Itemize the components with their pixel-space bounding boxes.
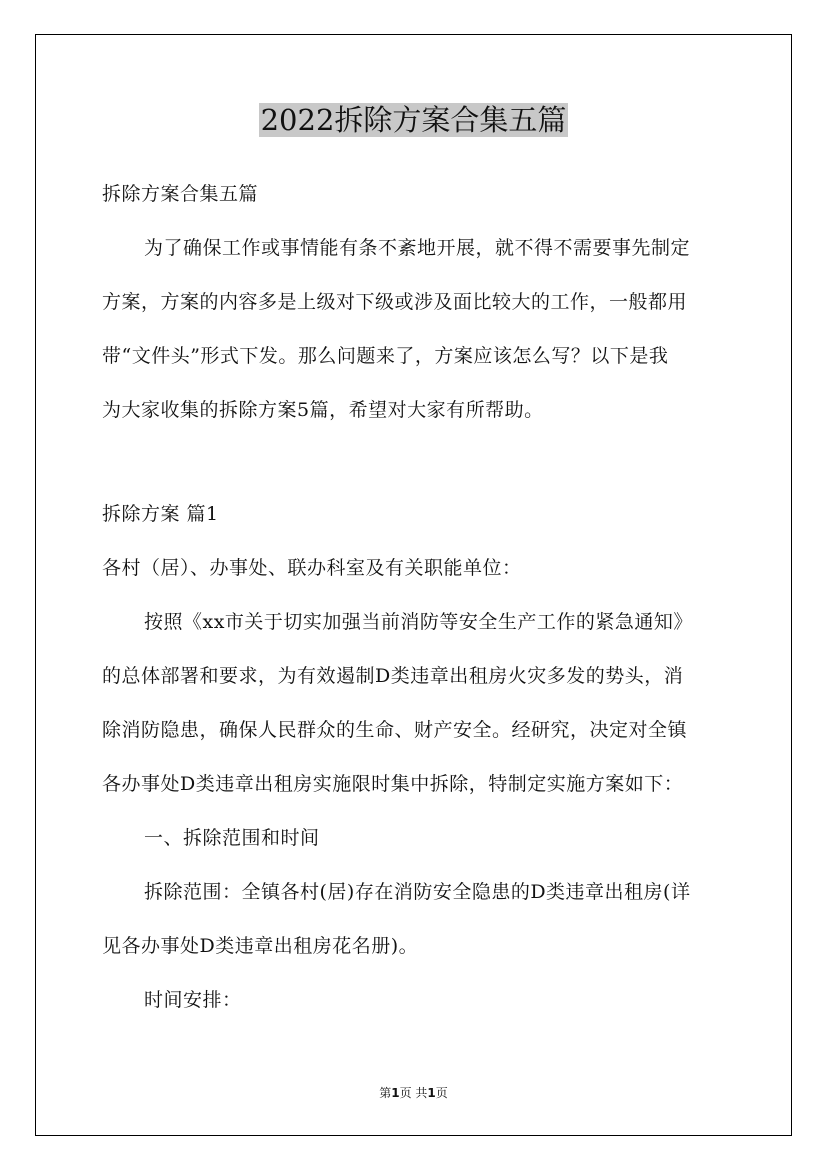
footer-page-number: 1 — [391, 1086, 400, 1100]
scope-line-1: 拆除范围：全镇各村(居)存在消防安全隐患的D类违章出租房(详 — [144, 881, 691, 903]
body-line-4: 各办事处D类违章出租房实施限时集中拆除，特制定实施方案如下： — [102, 773, 684, 795]
document-title: 2022拆除方案合集五篇 — [260, 103, 567, 137]
intro-line-1: 为了确保工作或事情能有条不紊地开展，就不得不需要事先制定 — [144, 237, 691, 259]
body-line-1: 按照《xx市关于切实加强当前消防等安全生产工作的紧急通知》 — [144, 611, 693, 633]
body-line-3: 除消防隐患，确保人民群众的生命、财产安全。经研究，决定对全镇 — [102, 719, 688, 741]
body-line-2: 的总体部署和要求，为有效遏制D类违章出租房火灾多发的势头，消 — [102, 665, 684, 687]
footer-prefix: 第 — [379, 1086, 392, 1100]
intro-line-2: 方案，方案的内容多是上级对下级或涉及面比较大的工作，一般都用 — [102, 291, 688, 313]
salutation-line: 各村（居）、办事处、联办科室及有关职能单位： — [102, 557, 522, 579]
document-title-wrap — [0, 100, 827, 140]
schedule-line: 时间安排： — [144, 989, 242, 1011]
document-body — [102, 174, 728, 1034]
paragraph-gap — [102, 444, 728, 494]
section-heading: 拆除方案 篇1 — [102, 503, 219, 525]
intro-line-4: 为大家收集的拆除方案5篇，希望对大家有所帮助。 — [102, 399, 544, 421]
subtitle-line: 拆除方案合集五篇 — [102, 183, 259, 205]
footer-suffix: 页 — [435, 1086, 448, 1100]
intro-line-3: 带“文件头”形式下发。那么问题来了，方案应该怎么写？以下是我 — [102, 345, 669, 367]
footer-page-total: 1 — [427, 1086, 436, 1100]
footer-mid: 页 共 — [399, 1086, 428, 1100]
scope-line-2: 见各办事处D类违章出租房花名册)。 — [102, 935, 419, 957]
page-footer — [0, 1084, 827, 1101]
subheading-line: 一、拆除范围和时间 — [144, 827, 320, 849]
